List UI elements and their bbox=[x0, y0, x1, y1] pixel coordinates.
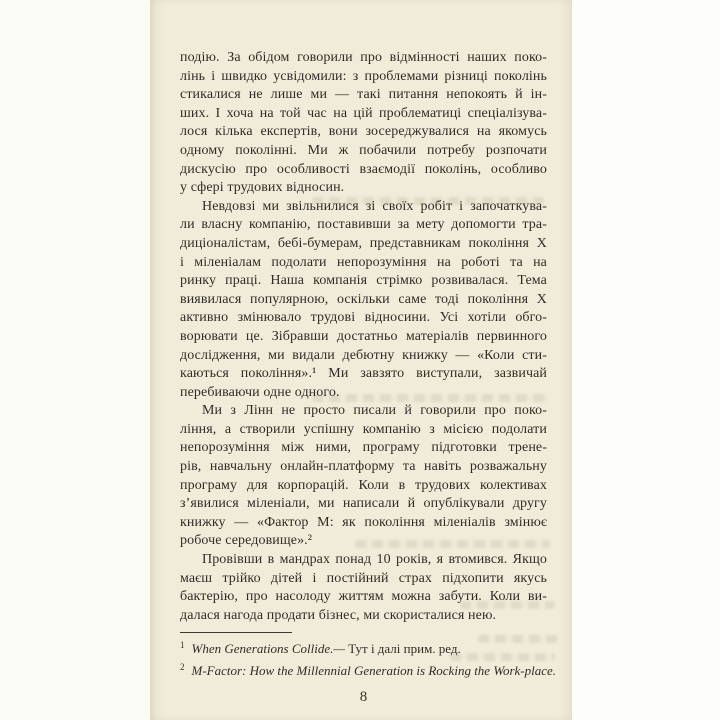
text-line: Невдовзі ми звільнилися зі своїх робіт і започаткува- bbox=[202, 198, 547, 214]
paragraph bbox=[180, 402, 547, 551]
text-line: дослідження, ми видали дебютну книжку — «Коли сти- bbox=[180, 347, 547, 363]
text-line: робоче середовище».² bbox=[180, 533, 313, 549]
footnote bbox=[180, 638, 547, 660]
text-line: з’явилися міленіали, ми написали й опублікували другу bbox=[180, 496, 547, 512]
text-line: диціоналістам, бебі-бумерам, представникам покоління X bbox=[180, 235, 547, 251]
text-line: лося кілька експертів, вони зосереджувалися на якомусь bbox=[180, 124, 547, 140]
page-number: 8 bbox=[359, 689, 368, 705]
text-line: ринку праці. Наша компанія стрімко розвивалася. Тема bbox=[180, 273, 547, 289]
text-line: і міленіалам подолати непорозуміння на роботі та на bbox=[180, 254, 547, 270]
text-line: у сфері трудових відносин. bbox=[180, 180, 345, 196]
text-line: книжку — «Фактор М: як покоління міленіалів змінює bbox=[180, 514, 547, 530]
text-line: маєш трійко дітей і постійний страх підхопити якусь bbox=[180, 570, 547, 586]
body-text bbox=[180, 49, 547, 625]
text-line: ворювати це. Зібравши достатньо матеріалів первинного bbox=[180, 328, 547, 344]
text-line: дискусію про особливості взаємодії поколінь, особливо bbox=[180, 161, 547, 177]
text-line: непорозуміння між ними, програму підготовки трене- bbox=[180, 440, 547, 456]
footnote-marker: 2 bbox=[180, 661, 185, 672]
text-line: програму для корпорацій. Коли в трудових колективах bbox=[180, 477, 547, 493]
text-line: каються покоління».¹ Ми завзято виступали, зазвичай bbox=[180, 366, 547, 382]
text-line: подію. За обідом говорили про відмінності наших поко- bbox=[180, 50, 547, 65]
text-line: бактерію, про насолоду життям можна забути. Коли ви- bbox=[180, 589, 547, 605]
paragraph bbox=[180, 49, 547, 198]
footnote-marker: 1 bbox=[180, 640, 185, 651]
footnote-title: M-Factor: How the Millennial Generation is Rocking the Work-place. bbox=[191, 662, 557, 678]
paragraph bbox=[180, 551, 547, 625]
text-line: ління, а створили успішну компанію з місією подолати bbox=[180, 421, 547, 437]
footnote-title: When Generations Collide.— bbox=[191, 641, 349, 657]
footnote-note: Тут і далі прим. ред. bbox=[348, 641, 461, 657]
text-line: лінь і швидко усвідомили: з проблемами різниці поколінь bbox=[180, 68, 547, 84]
footnote bbox=[180, 660, 557, 682]
text-line: перебиваючи одне одного. bbox=[180, 384, 340, 400]
book-page bbox=[150, 0, 572, 720]
text-line: рів, навчальну онлайн-платформу та навіть розважальну bbox=[180, 459, 547, 475]
text-line: Провівши в мандрах понад 10 років, я втомився. Якщо bbox=[202, 552, 547, 568]
text-line: стикалися не лише ми — такі питання непокоять й ін- bbox=[180, 87, 547, 103]
text-line: далася нагода продати бізнес, ми скористалися нею. bbox=[180, 607, 497, 623]
footnote-rule bbox=[180, 632, 292, 633]
text-line: одному поколінні. Ми ж побачили потребу розпочати bbox=[180, 142, 547, 158]
page-inner bbox=[150, 0, 572, 720]
text-line: виявилася популярною, оскільки саме тоді покоління X bbox=[180, 291, 547, 307]
text-line: Ми з Лінн не просто писали й говорили про поко- bbox=[202, 403, 547, 419]
paragraph bbox=[180, 198, 547, 403]
text-line: активно змінювало трудові відносини. Усі хотіли обго- bbox=[180, 310, 547, 326]
footnotes bbox=[180, 638, 557, 681]
text-line: ли власну компанію, поставивши за мету допомогти тра- bbox=[180, 217, 547, 233]
text-line: ших. І хоча на той час на цій проблематиці спеціалізува- bbox=[180, 105, 547, 121]
